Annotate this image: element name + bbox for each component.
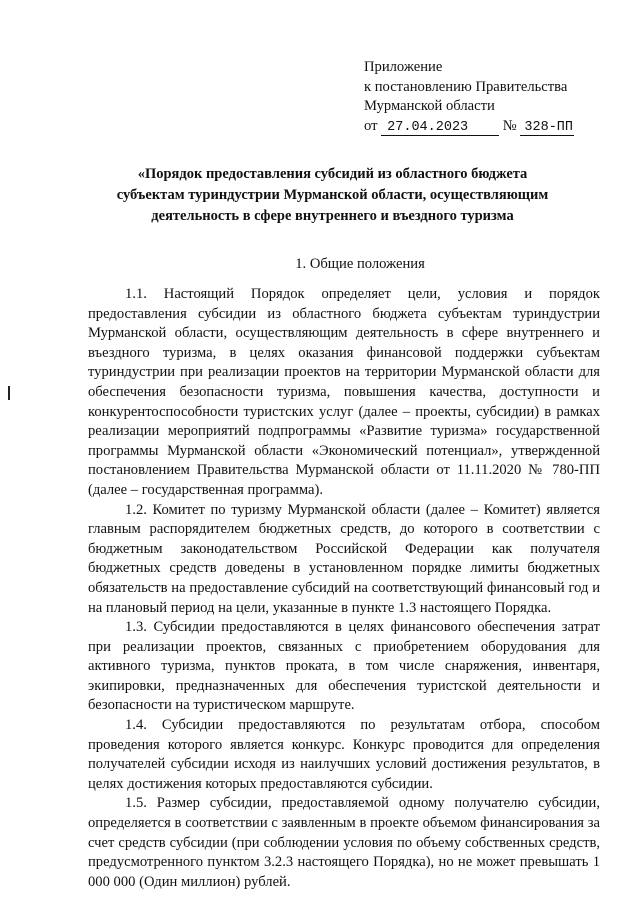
annex-line-2: к постановлению Правительства: [364, 78, 568, 95]
paragraph-1-2: 1.2. Комитет по туризму Мурманской области (далее – Комитет) является главным распорядителем бюджетных средств, до которого в соответствии с бюджетным законодательством Российской Федерации как получателя бюджетных средств доведены в установленном порядке лимиты бюджетных обязательств на предоставление субсидий на соответствующий финансовый год и на плановый период на цели, указанные в пункте 1.3 настоящего Порядка.: [88, 501, 600, 616]
title-line-1: «Порядок предоставления субсидий из областного бюджета: [137, 166, 528, 182]
annex-line-1: Приложение: [364, 59, 443, 75]
paragraph-1-4: 1.4. Субсидии предоставляются по результатам отбора, способом проведения которого является конкурс. Конкурс проводится для определения получателей субсидии исходя из наилучших условий достижения результатов, в целях достижения которых предоставляются субсидии.: [88, 717, 600, 792]
number-label: №: [502, 117, 517, 134]
paragraph-1-5: 1.5. Размер субсидии, предоставляемой одному получателю субсидии, определяется в соответствии с заявленным в проекте объемом финансирования за счет средств субсидии (при соблюдении условия по объему собственных средств, предусмотренного пунктом 3.2.3 настоящего Порядка), но не может превышать 1 000 000 (Один миллион) рублей.: [88, 795, 600, 890]
paragraph-1-3: 1.3. Субсидии предоставляются в целях финансового обеспечения затрат при реализации проектов, связанных с приобретением оборудования для активного туризма, пунктов проката, в том числе снаряжения, инвентаря, экипировки, предназначенных для обеспечения туристской деятельности и безопасности на туристическом маршруте.: [88, 619, 600, 714]
annex-date-line: [364, 117, 624, 137]
margin-mark: [8, 386, 10, 400]
paragraph-1-1: 1.1. Настоящий Порядок определяет цели, условия и порядок предоставления субсидии из областного бюджета субъектам туриндустрии Мурманской области, осуществляющим деятельность в сфере внутреннего и въездного туризма, в целях оказания финансовой поддержки субъектам туриндустрии при реализации проектов на территории Мурманской области для обеспечения безопасности туризма, повышения качества, доступности и конкурентоспособности туристских услуг (далее – проекты, субсидии) в рамках реализации мероприятий подпрограммы «Развитие туризма» государственной программы Мурманской области «Экономический потенциал», утвержденной постановлением Правительства Мурманской области от 11.11.2020 № 780-ПП (далее – государственная программа).: [88, 286, 600, 498]
document-title: [60, 164, 605, 227]
document-body: [88, 285, 600, 892]
from-label: от: [364, 117, 378, 134]
title-line-2: субъектам туриндустрии Мурманской области, осуществляющим: [116, 187, 549, 203]
annex-line-3: Мурманской области: [364, 98, 495, 114]
section-heading: 1. Общие положения: [295, 256, 425, 272]
decree-date: 27.04.2023: [381, 120, 499, 136]
annex-header: [364, 58, 624, 136]
title-line-3: деятельность в сфере внутреннего и въездного туризма: [151, 208, 514, 224]
decree-number: 328-ПП: [520, 120, 574, 136]
